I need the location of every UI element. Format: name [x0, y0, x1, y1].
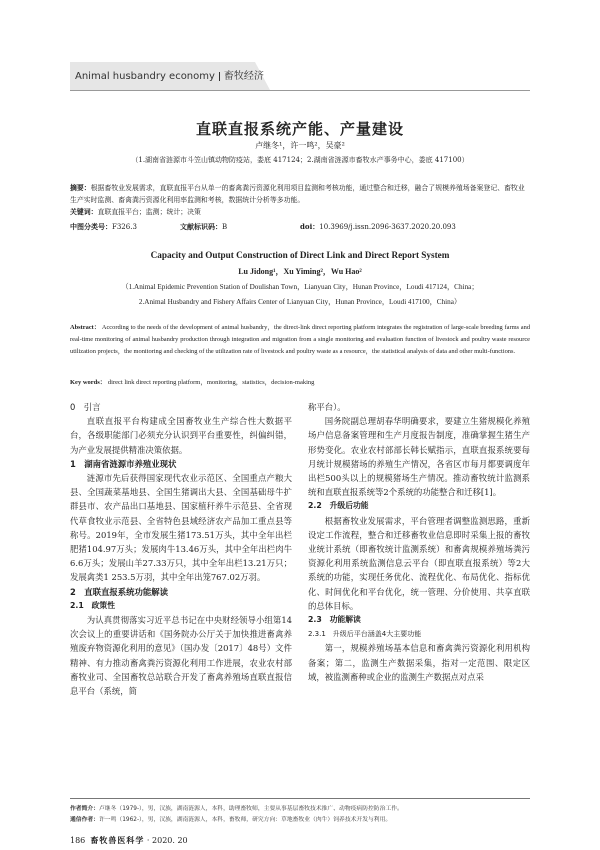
header-rule — [70, 90, 530, 91]
subsection-heading-interpretation: 2.3 功能解读 — [308, 615, 361, 625]
journal-issue: · 2020. 20 — [146, 836, 188, 845]
footnote-author-label: 作者简介： — [70, 806, 99, 812]
section-heading-status: 1 湖南省涟源市养殖业现状 — [70, 458, 177, 469]
subsection-heading-policy: 2.1 政策性 — [70, 600, 115, 610]
classification-label: 中图分类号： — [70, 222, 112, 231]
abstract-cn-text: 根据畜牧业发展需求，直联直报平台从单一的畜禽粪污资源化利用项目监测和考核功能，通过整合和迁移，融合了规模养殖场备案登记、畜牧业生产实时监测、畜禽粪污资源化利用率监测和考核，数据统计分析等多功能。 — [70, 184, 525, 204]
body-right-column — [308, 400, 530, 684]
header-section-cn: 畜牧经济 — [223, 71, 264, 82]
body-paragraph: 涟源市先后获得国家现代农业示范区、全国重点产粮大县、全国蔬菜基地县、全国生猪调出大县、全国基础母牛扩群县市、农产品出口基地县、国家植秆养牛示范县、全省现代草食牧业示范县、全省特色县域经济农产品加工重点县等称号。2019年，全市发展生猪173.51万头，其中全年出栏肥猪104.97万头；发展肉牛13.46万头，其中全年出栏肉牛6.6万头；发展山羊27.33万只，其中全年出栏13.21万只；发展禽类1 253.5万羽，其中全年出笼767.02万羽。 — [70, 473, 292, 583]
body-paragraph: 根据畜牧业发展需求，平台管理者调整监测思路，重新设定工作流程，整合和迁移畜牧业信息即时采集上报的畜牧业统计系统（即畜牧统计监测系统）和畜禽规模养殖场粪污资源化利用系统监测信息云平台（即直联直报系统）等2大系统的功能，实现任务优化、流程优化、布局优化、指标优化、时间优化和平台优化，统一管理、分价使用、共享直联的总体目标。 — [308, 515, 530, 611]
footnote-corresponding-text: 许一鸣（1962-），男，汉族，湖南涟源人，本科，畜牧师，研究方向：草地畜牧业（肉牛）饲养技术开发与利用。 — [99, 817, 392, 823]
body-paragraph-continued: 称平台）。 — [308, 402, 346, 412]
abstract-en — [70, 322, 530, 358]
keywords-cn-label: 关键词： — [70, 208, 98, 216]
footnote-author — [70, 803, 530, 812]
article-title-cn: 直联直报系统产能、产量建设 — [195, 120, 404, 138]
abstract-cn — [70, 182, 530, 218]
article-title-en: Capacity and Output Construction of Direct Link and Direct Report System — [150, 250, 450, 260]
keywords-cn-text: 直联直报平台；监测；统计；决策 — [97, 208, 201, 216]
affiliation-en-2: 2.Animal Husbandry and Fishery Affairs Center of Lianyuan City，Hunan Province，Loudi 417100，China） — [138, 298, 462, 306]
body-left-column — [70, 400, 292, 698]
doi-value[interactable]: 10.3969/j.issn.2096-3637.2020.20.093 — [319, 223, 456, 231]
section-heading-intro: 0 引言 — [70, 402, 101, 412]
body-paragraph: 为认真贯彻落实习近平总书记在中央财经领导小组第14次会议上的重要讲话和《国务院办公厅关于加快推进畜禽养殖废弃物资源化利用的意见》（国办发〔2017〕48号）文件精神、有力推动畜禽粪污资源化利用工作进展，农业农村部畜牧业司、全国畜牧总站联合开发了畜禽养殖场直联直报信息平台（系统，简 — [70, 615, 292, 697]
body-paragraph: 直联直报平台构建成全国畜牧业生产综合性大数据平台，各级职能部门必须充分认识到平台重要性，纠偏纠错，为产业发展提供精准决策依据。 — [70, 416, 292, 455]
abstract-en-label: Abstract： — [70, 324, 101, 331]
subsection-heading-upgraded: 2.2 升级后功能 — [308, 501, 369, 511]
footnote-corresponding — [70, 814, 530, 823]
authors-cn: 卢继冬¹，许一鸣²，吴豪² — [255, 141, 345, 150]
section-heading-functions: 2 直联直报系统功能解读 — [70, 586, 168, 597]
running-header — [75, 67, 264, 82]
page-number: 186 — [70, 836, 86, 845]
journal-name: 畜牧兽医科学 — [90, 835, 145, 845]
abstract-cn-label: 摘要： — [70, 184, 91, 192]
body-paragraph: 国务院副总理胡春华明确要求，要建立生猪规模化养殖场户信息备案管理和生产月度报告制度，准确掌握生猪生产形势变化。农业农村部部长韩长赋指示，直联直报系统要每月统计规模猪场的养殖生产情况，各省区市每月都要调度年出栏500头以上的规模猪场生产情况。推动畜牧统计监测系统和直联直报系统等2个系统的功能整合和迁移[1]。 — [308, 416, 530, 498]
keywords-en-text: direct link direct reporting platform，monitoring，statistics，decision-making — [107, 379, 315, 386]
affiliations-cn: （1.湖南省涟源市斗笠山镇动物防疫站，娄底 417124；2.湖南省涟源市畜牧水产事务中心，娄底 417100） — [131, 156, 469, 164]
doi-label: doi： — [300, 222, 320, 231]
keywords-en — [70, 377, 530, 386]
classification-value: F326.3 — [112, 223, 137, 231]
abstract-en-text: According to the needs of the development of animal husbandry，the direct-link direct reporting platform integrates the registration of large-scale breeding farms and real-time monitoring of animal husbandry production through integration and migration from a single monitoring and evaluation function of livestock and poultry waste resource utilization projects，the monitoring and checking of the utilization rate of livestock and poultry waste as a resource，the statistical analysis of data and other multi-functions. — [70, 324, 531, 355]
affiliation-en-1: （1.Animal Epidemic Prevention Station of Doulishan Town，Lianyuan City，Hunan Province，Loudi 417124，China； — [121, 283, 479, 291]
doc-code-label: 文献标识码： — [180, 222, 222, 231]
subsubsection-heading: 2.3.1 升级后平台涵盖4大主要功能 — [308, 630, 422, 639]
footnote-corresponding-label: 通信作者： — [70, 817, 99, 823]
authors-en: Lu Jidong¹，Xu Yiming²，Wu Hao² — [238, 267, 362, 276]
footnote-rule — [70, 798, 530, 799]
header-section-en: Animal husbandry economy — [75, 71, 215, 82]
body-paragraph: 第一，规模养殖场基本信息和畜禽粪污资源化利用机构备案；第二，监测生产数据采集，指对一定范围、限定区域，被监测畜种或企业的监测生产数据点对点采 — [308, 643, 530, 682]
header-divider — [219, 72, 220, 81]
footnote-author-text: 卢继冬（1979-），男，汉族，湖南涟源人，本科，助理畜牧师，主要从事基层畜牧技术推广、动物疫病防控防治工作。 — [99, 806, 403, 812]
keywords-en-label: Key words： — [70, 379, 107, 386]
article-meta — [70, 222, 530, 232]
doc-code-value: B — [222, 223, 228, 231]
page-footer — [70, 835, 188, 846]
